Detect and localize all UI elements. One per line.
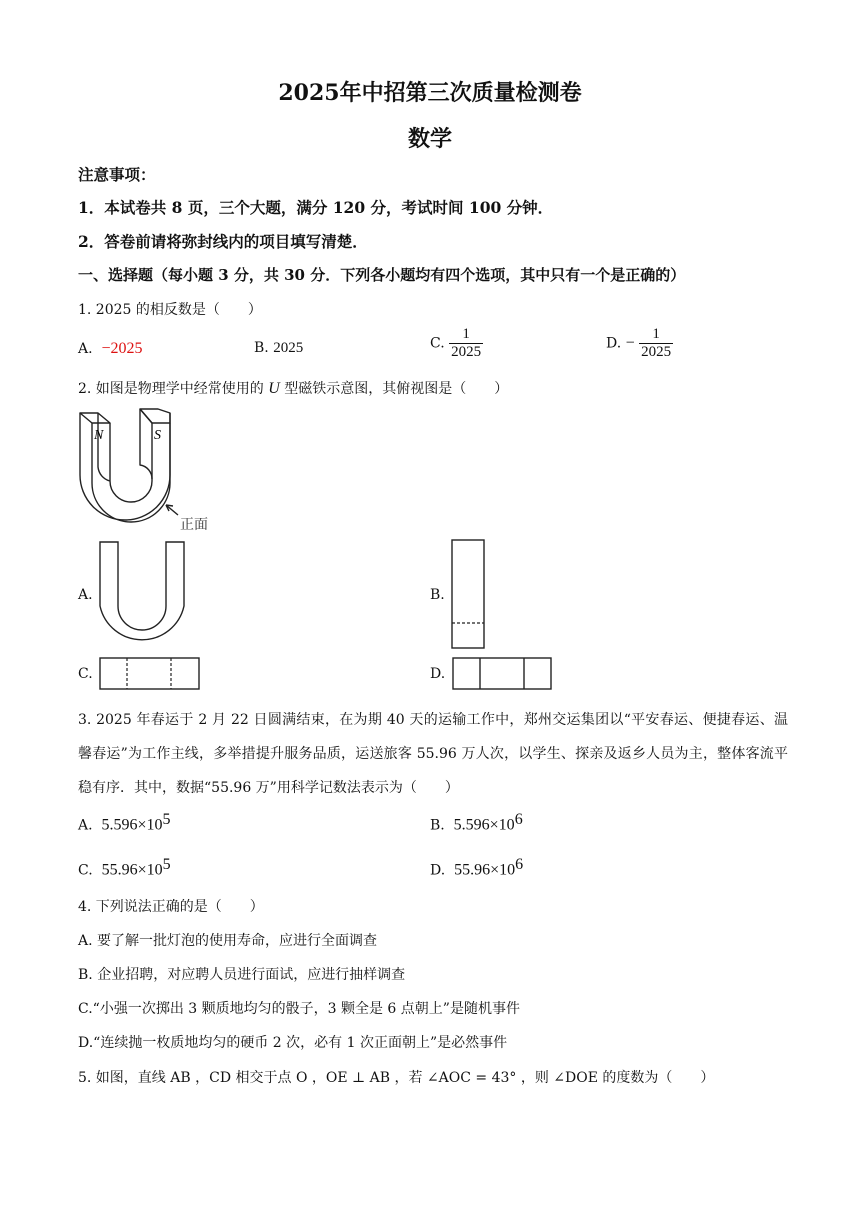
notice-item-1: 1．本试卷共 8 页，三个大题，满分 120 分，考试时间 100 分钟． bbox=[78, 198, 554, 217]
q3-b-label: B. bbox=[430, 817, 445, 834]
q3-d-exp: 6 bbox=[515, 856, 524, 873]
magnet-n-label: N bbox=[94, 428, 104, 443]
q2-a-label: A. bbox=[78, 587, 93, 603]
q3-b-base: 5.596×10 bbox=[453, 816, 515, 834]
q2-option-d-figure bbox=[451, 656, 555, 692]
q5-stem: 5. 如图，直线 AB ，CD 相交于点 O ，OE ⊥ AB ，若 ∠AOC = 43° ，则 ∠DOE 的度数为（ ） bbox=[78, 1070, 715, 1086]
q4-option-c: C.“小强一次掷出 3 颗质地均匀的骰子，3 颗全是 6 点朝上”是随机事件 bbox=[78, 1001, 520, 1017]
notice-item-2: 2．答卷前请将弥封线内的项目填写清楚． bbox=[78, 232, 368, 251]
q1-b-label: B. bbox=[254, 340, 269, 356]
q1-stem: 1. 2025 的相反数是（ ） bbox=[78, 302, 262, 318]
q1-option-b bbox=[254, 340, 303, 357]
q2-stem bbox=[78, 378, 508, 398]
q1-d-sign: − bbox=[625, 334, 635, 352]
q1-c-label: C. bbox=[430, 335, 445, 352]
q4-option-a: A. 要了解一批灯泡的使用寿命，应进行全面调查 bbox=[78, 933, 378, 949]
u-magnet-figure bbox=[70, 405, 230, 535]
section-heading: 一、选择题（每小题 3 分，共 30 分．下列各小题均有四个选项，其中只有一个是正确的） bbox=[78, 266, 686, 284]
q3-option-d bbox=[430, 856, 523, 880]
magnet-s-label: S bbox=[154, 428, 161, 443]
q2-d-label: D. bbox=[430, 666, 446, 682]
q3-d-label: D. bbox=[430, 862, 446, 879]
q1-d-numerator: 1 bbox=[639, 326, 673, 344]
q3-stem: 3. 2025 年春运于 2 月 22 日圆满结束，在为期 40 天的运输工作中，郑州交运集团以“平安春运、便捷春运、温馨春运”为工作主线，多举措提升服务品质，运送旅客 55.96 万人次，以学生、探亲及返乡人员为主，整体客流平稳有序．其中，数据“55.96 万”用科学记数法表示为（ ） bbox=[78, 712, 788, 796]
q3-option-b bbox=[430, 811, 523, 835]
notice-heading: 注意事项： bbox=[78, 165, 156, 184]
q2-stem-post: 型磁铁示意图，其俯视图是（ ） bbox=[284, 381, 509, 397]
q1-option-c bbox=[430, 326, 483, 361]
q2-option-c-figure bbox=[98, 656, 202, 692]
q2-option-b-figure bbox=[450, 538, 488, 652]
q3-option-c bbox=[78, 856, 171, 880]
q3-c-exp: 5 bbox=[162, 856, 171, 873]
q3-a-label: A. bbox=[78, 817, 93, 834]
q3-b-exp: 6 bbox=[514, 811, 523, 828]
q2-b-label: B. bbox=[430, 587, 445, 603]
q4-option-d: D.“连续抛一枚质地均匀的硬币 2 次，必有 1 次正面朝上”是必然事件 bbox=[78, 1035, 508, 1051]
q1-option-a bbox=[78, 340, 143, 358]
q2-stem-pre: 2. 如图是物理学中经常使用的 bbox=[78, 381, 264, 397]
q3-c-base: 55.96×10 bbox=[101, 861, 163, 879]
q1-a-label: A. bbox=[78, 341, 93, 357]
q2-c-label: C. bbox=[78, 666, 93, 682]
q3-d-base: 55.96×10 bbox=[454, 861, 516, 879]
q3-option-a bbox=[78, 811, 171, 835]
q1-option-d bbox=[606, 326, 673, 361]
q2-stem-var: U bbox=[268, 380, 280, 397]
subject-title: 数学 bbox=[407, 126, 452, 152]
q3-a-base: 5.596×10 bbox=[101, 816, 163, 834]
q3-c-label: C. bbox=[78, 862, 93, 879]
q1-c-denominator: 2025 bbox=[451, 344, 482, 360]
q1-b-value: 2025 bbox=[273, 340, 304, 356]
q3-a-exp: 5 bbox=[162, 811, 171, 828]
q1-d-label: D. bbox=[606, 335, 622, 352]
q1-d-denominator: 2025 bbox=[641, 344, 672, 360]
front-label: 正面 bbox=[180, 517, 208, 533]
q1-d-fraction bbox=[639, 326, 673, 361]
q1-c-fraction bbox=[449, 326, 483, 361]
q2-option-a-figure bbox=[98, 540, 188, 652]
q1-a-value: −2025 bbox=[101, 340, 143, 357]
q4-stem: 4. 下列说法正确的是（ ） bbox=[78, 899, 264, 915]
q4-option-b: B. 企业招聘，对应聘人员进行面试，应进行抽样调查 bbox=[78, 967, 406, 983]
exam-title: 2025年中招第三次质量检测卷 bbox=[278, 80, 582, 106]
q1-c-numerator: 1 bbox=[449, 326, 483, 344]
